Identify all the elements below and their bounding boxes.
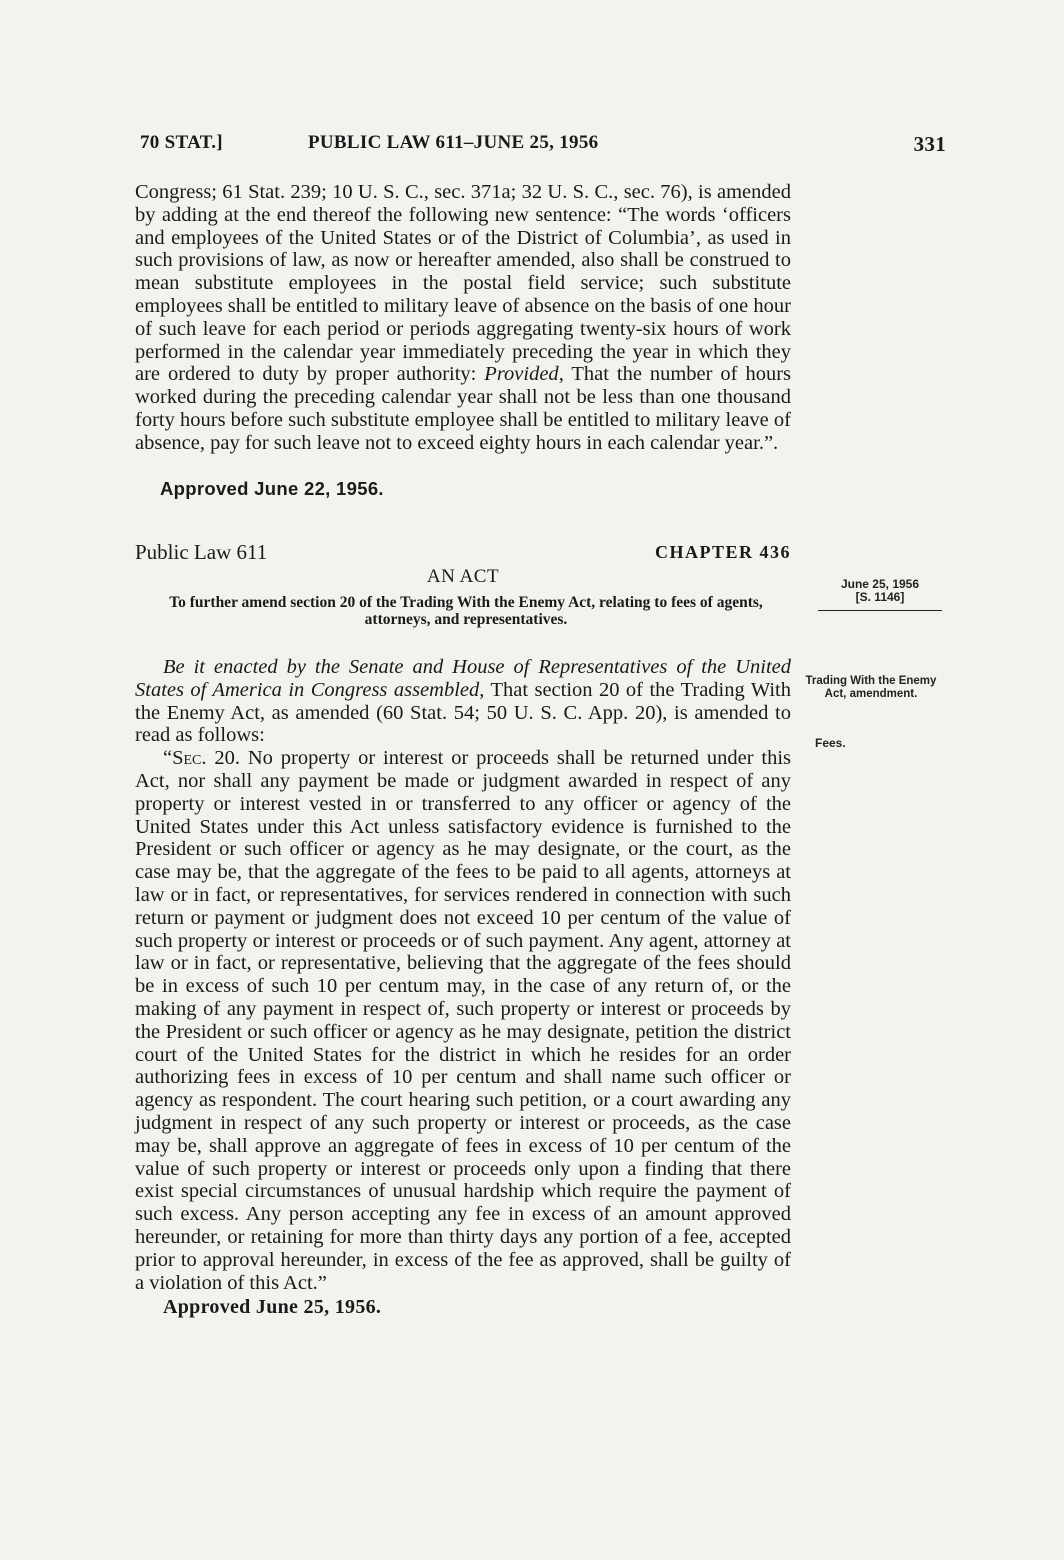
preceding-text-after: , That the number of hours worked during the preceding calendar year shall not be less than one thousand forty hours before such substitute employee shall be entitled to military leave of absence, pay for such leave not to exceed eighty hours in each calendar year.”.	[135, 363, 791, 454]
preceding-text-part: Congress; 61 Stat. 239; 10 U. S. C., sec. 371a; 32 U. S. C., sec. 76), is amended by adding at the end thereof the following new sentence: “The words ‘officers and employees of the United States or of the District of Columbia’, as used in such provisions of law, as now or hereafter amended, also shall be construed to mean substitute employees in the postal field service; such substitute employees shall be entitled to military leave of absence on the basis of one hour of such leave for each period or periods aggregating twenty-six hours of work performed in the calendar year immediately preceding the year in which they are ordered to duty by proper authority:	[135, 181, 791, 386]
page-number: 331	[913, 132, 946, 156]
enacting-rest: , That section 20 of the Trading With the Enemy Act, as amended (60 Stat. 54; 50 U. S. C. App. 20), is amended to read as follows:	[135, 678, 791, 747]
act-title: To further amend section 20 of the Trading With the Enemy Act, relating to fees of agents, attorneys, and representatives.	[169, 594, 763, 628]
law-body	[135, 656, 791, 1294]
section-label: “Sec. 20.	[163, 747, 241, 770]
preceding-law-text	[135, 181, 791, 455]
public-law-number: Public Law 611	[135, 540, 268, 564]
margin-date: June 25, 1956	[840, 577, 920, 591]
chapter-number: CHAPTER 436	[654, 542, 791, 562]
approved-june-22: Approved June 22, 1956.	[160, 478, 384, 499]
stat-volume: 70 STAT.]	[140, 132, 223, 153]
section-20-paragraph	[135, 747, 791, 1294]
section-text: No property or interest or proceeds shall be returned under this Act, nor shall any payment be made or judgment awarded in respect of any property or interest vested in or transferred to any officer or agency of the United States under this Act unless satisfactory evidence is furnished to the President or such officer or agency as he may designate, or the court, as the case may be, that the aggregate of the fees to be paid to all agents, attorneys at law or in fact, or representatives, for services rendered in connection with such return or payment or judgment does not exceed 10 per centum of the value of such property or interest or proceeds or of such payment. Any agent, attorney at law or in fact, or representative, believing that the aggregate of the fees should be in excess of such 10 per centum may, in the case of any return of, or the making of any payment in respect of, such property or interest or proceeds by the President or such officer or agency as he may designate, petition the district court of the United States for the district in which he resides for an order authorizing fees in excess of 10 per centum and shall name such officer or agency as respondent. The court hearing such petition, or a court awarding any judgment in respect of any such property or interest or proceeds, as the case may be, shall approve an aggregate of fees in excess of 10 per centum of the value of such property or interest or proceeds only upon a finding that there exist special circumstances of unusual hardship which require the payment of such excess. Any person accepting any fee in excess of an amount approved hereunder, or retaining for more than thirty days any portion of a fee, accepted prior to approval hereunder, in excess of the fee as approved, shall be guilty of a violation of this Act.”	[135, 747, 792, 1294]
approved-june-25: Approved June 25, 1956.	[163, 1296, 382, 1318]
enacting-clause: Be it enacted by the Senate and House of Representatives of the United States of America in Congress assembled	[135, 656, 791, 701]
margin-note-date	[818, 578, 942, 603]
margin-bill-number: [S. 1146]	[855, 589, 905, 604]
preceding-paragraph	[135, 181, 791, 455]
margin-note-trading: Trading With the Enemy Act, amendment.	[805, 675, 937, 700]
margin-note-fees: Fees.	[815, 736, 846, 750]
an-act-heading: AN ACT	[426, 566, 500, 587]
margin-rule	[818, 610, 942, 611]
enacting-paragraph	[135, 656, 791, 747]
page-title: PUBLIC LAW 611–JUNE 25, 1956	[308, 132, 599, 153]
provided-label: Provided	[484, 363, 559, 386]
